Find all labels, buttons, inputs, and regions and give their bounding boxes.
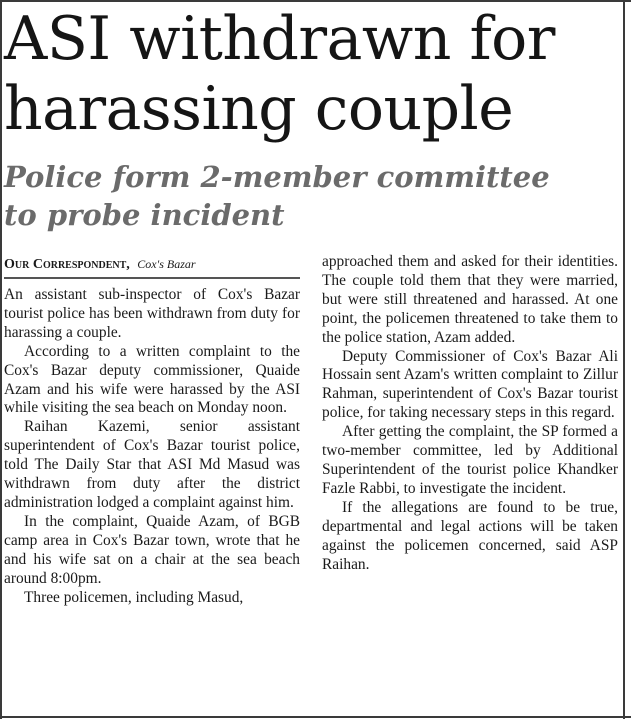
subheadline (4, 158, 620, 234)
paragraph: Deputy Commissioner of Cox's Bazar Ali Hossain sent Azam's written complaint to Zillur Rahman, superintendent of Cox's Bazar tourist police, for taking necessary steps in this regard. (322, 347, 618, 422)
byline-author: Our Correspondent, (4, 257, 130, 272)
paragraph: Three policemen, including Masud, (24, 588, 244, 606)
headline-line-2: harassing couple (4, 74, 514, 144)
clipping-border-right (623, 0, 625, 719)
subheadline-line-1: Police form 2-member committee (4, 160, 550, 194)
clipping-border-left (0, 0, 2, 719)
paragraph: If the allegations are found to be true, departmental and legal actions will be taken against the policemen concerned, said ASP Raihan. (322, 498, 618, 573)
article-column-left (4, 286, 300, 607)
byline-divider (4, 277, 300, 279)
paragraph: According to a written complaint to the Cox's Bazar deputy commissioner, Quaide Azam and his wife were harassed by the ASI while visiting the sea beach on Monday noon. (4, 342, 300, 417)
byline (4, 255, 300, 274)
paragraph: In the complaint, Quaide Azam, of BGB camp area in Cox's Bazar town, wrote that he and his wife sat on a chair at the sea beach around 8:00pm. (4, 512, 300, 587)
headline-line-1: ASI withdrawn for (4, 4, 555, 74)
clipping-border-top (0, 0, 631, 2)
paragraph: approached them and asked for their identities. The couple told them that they were married, but were still threatened and harassed. At one point, the policemen threatened to take them to the police station, Azam added. (322, 253, 618, 346)
subheadline-line-2: to probe incident (4, 198, 285, 232)
paragraph: Raihan Kazemi, senior assistant superintendent of Cox's Bazar tourist police, told The Daily Star that ASI Md Masud was withdrawn from duty after the district administration lodged a complaint against him. (4, 418, 300, 511)
paragraph: An assistant sub-inspector of Cox's Bazar tourist police has been withdrawn from duty for harassing a couple. (4, 286, 300, 341)
byline-place: Cox's Bazar (137, 257, 196, 271)
article-column-right (322, 253, 618, 574)
headline (4, 4, 620, 144)
clipping-border-bottom (0, 716, 631, 718)
paragraph: After getting the complaint, the SP formed a two-member committee, led by Additional Superintendent of the tourist police Khandker Fazle Rabbi, to investigate the incident. (322, 423, 618, 497)
